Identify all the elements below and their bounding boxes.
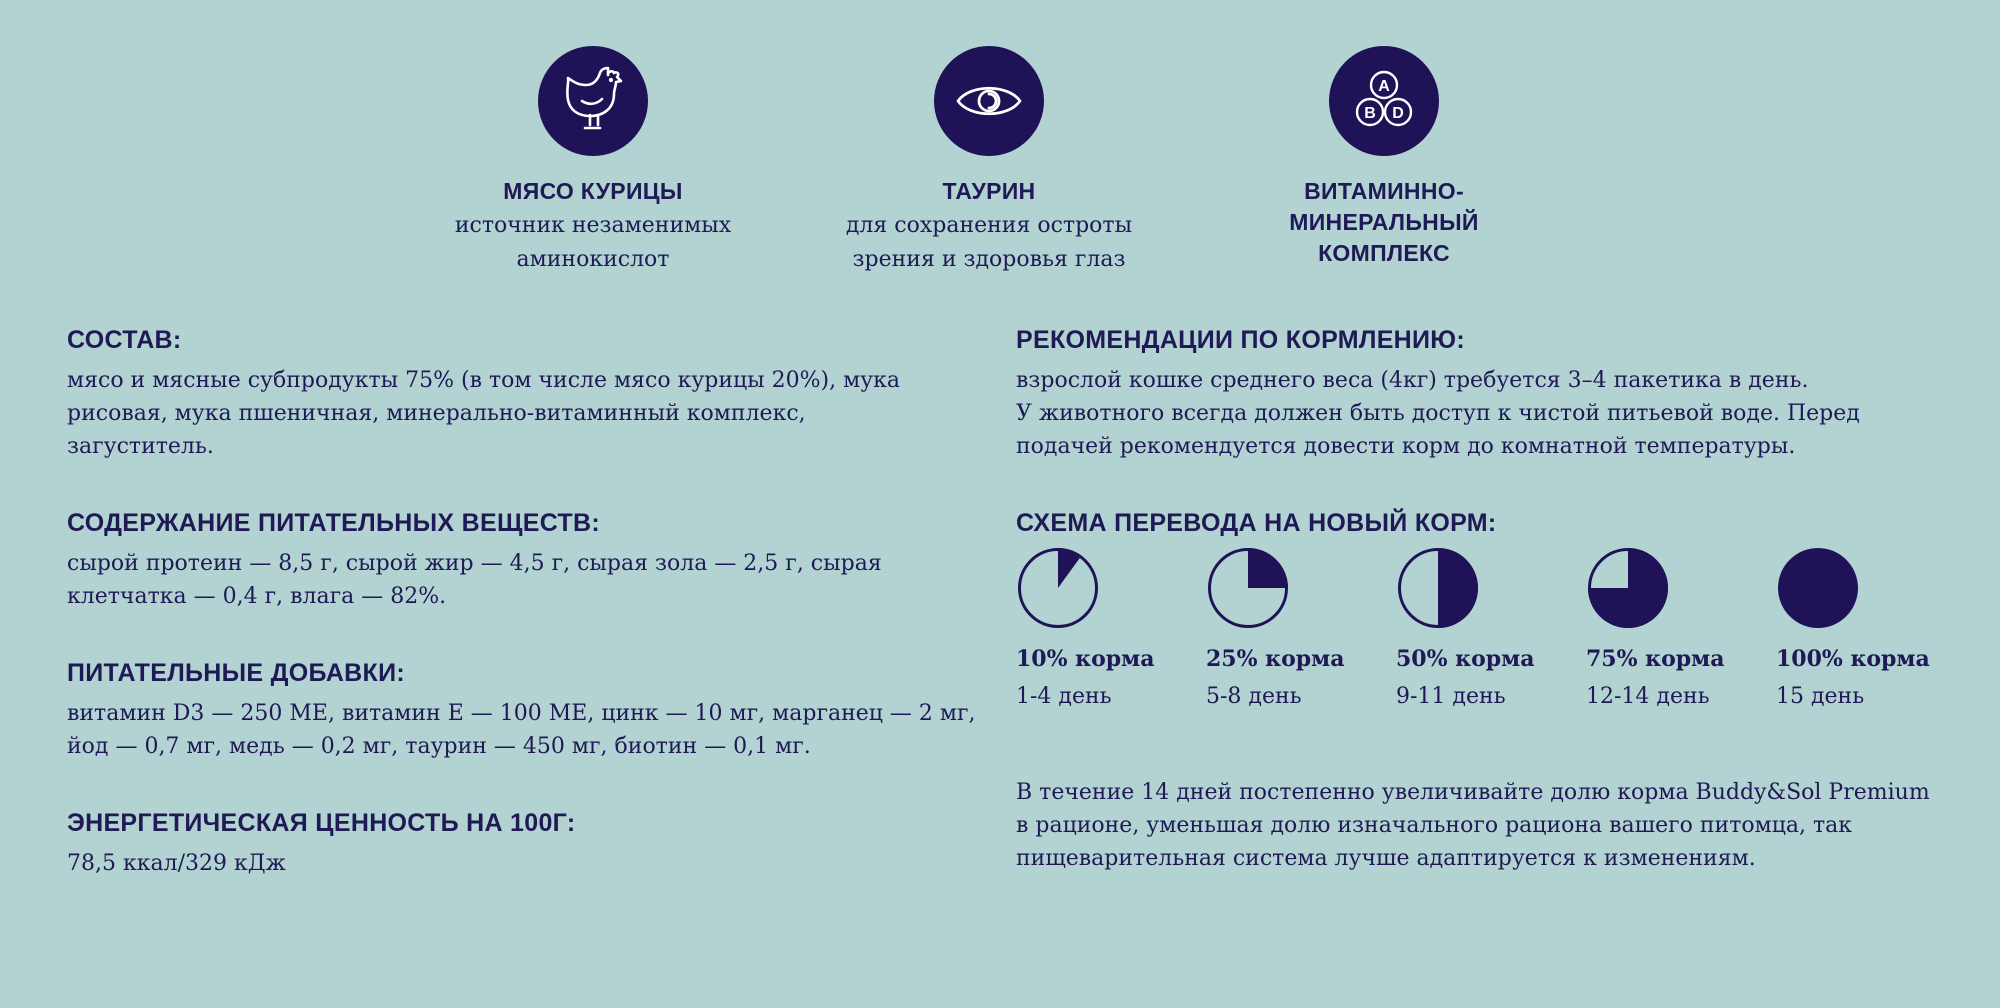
step-label: 100% корма	[1776, 646, 1930, 672]
feature-description: для сохранения остроты зрения и здоровья глаз	[845, 213, 1133, 272]
energy-section	[67, 807, 1007, 880]
section-title: ЭНЕРГЕТИЧЕСКАЯ ЦЕННОСТЬ НА 100Г:	[67, 809, 576, 837]
additives-section	[67, 657, 1027, 763]
pie-slice	[1438, 548, 1478, 628]
step-days: 15 день	[1776, 684, 1865, 709]
transition-step	[1586, 546, 1766, 712]
pie-chart-icon	[1586, 546, 1670, 630]
pie-slice	[1058, 548, 1082, 588]
vitamin-letter-a: A	[1378, 78, 1390, 95]
nutrients-section	[67, 507, 1007, 613]
vitamin-letter-d: D	[1392, 105, 1404, 122]
feature-description: источник незаменимых аминокислот	[454, 213, 732, 272]
section-title: СХЕМА ПЕРЕВОДА НА НОВЫЙ КОРМ:	[1016, 509, 1497, 537]
section-text: 78,5 ккал/329 кДж	[67, 851, 286, 876]
pie-slice	[1248, 548, 1288, 588]
feature-title: ВИТАМИННО- МИНЕРАЛЬНЫЙ КОМПЛЕКС	[1289, 178, 1479, 266]
section-title: СОСТАВ:	[67, 326, 182, 354]
section-title: РЕКОМЕНДАЦИИ ПО КОРМЛЕНИЮ:	[1016, 326, 1465, 354]
transition-step	[1016, 546, 1196, 712]
transition-step	[1776, 546, 1956, 712]
pie-chart-icon	[1396, 546, 1480, 630]
feature-chicken	[413, 46, 773, 277]
vitamin-letter-b: B	[1364, 105, 1376, 122]
step-label: 10% корма	[1016, 646, 1155, 672]
section-text: сырой протеин — 8,5 г, сырой жир — 4,5 г, сырая зола — 2,5 г, сырая клетчатка — 0,4 г, влага — 82%.	[67, 551, 882, 609]
feature-title: ТАУРИН	[942, 178, 1036, 204]
transition-step	[1396, 546, 1576, 712]
section-title: СОДЕРЖАНИЕ ПИТАТЕЛЬНЫХ ВЕЩЕСТВ:	[67, 509, 600, 537]
step-days: 9-11 день	[1396, 684, 1506, 709]
section-text: взрослой кошке среднего веса (4кг) требуется 3–4 пакетика в день. У животного всегда должен быть доступ к чистой питьевой воде. Перед подачей рекомендуется довести корм до комнатной температуры.	[1016, 368, 1860, 459]
section-text: витамин D3 — 250 МЕ, витамин Е — 100 МЕ, цинк — 10 мг, марганец — 2 мг, йод — 0,7 мг, медь — 0,2 мг, таурин — 450 мг, биотин — 0,1 мг.	[67, 701, 976, 759]
feature-vitamins	[1204, 46, 1564, 269]
step-label: 75% корма	[1586, 646, 1725, 672]
pie-slice	[1778, 548, 1858, 628]
feature-taurine	[809, 46, 1169, 277]
pie-chart-icon	[1206, 546, 1290, 630]
step-days: 1-4 день	[1016, 684, 1112, 709]
step-days: 5-8 день	[1206, 684, 1302, 709]
transition-section	[1016, 507, 1976, 539]
composition-section	[67, 324, 1007, 463]
transition-step	[1206, 546, 1386, 712]
chicken-icon	[538, 46, 648, 156]
feature-title: МЯСО КУРИЦЫ	[503, 178, 683, 204]
section-text: мясо и мясные субпродукты 75% (в том числе мясо курицы 20%), мука рисовая, мука пшеничная, минерально-витаминный комплекс, загуститель.	[67, 368, 901, 459]
eye-icon	[934, 46, 1044, 156]
transition-note	[1016, 776, 1986, 875]
step-label: 25% корма	[1206, 646, 1345, 672]
note-text: В течение 14 дней постепенно увеличивайте долю корма Buddy&Sol Premium в рационе, уменьшая долю изначального рациона вашего питомца, так пищеварительная система лучше адаптируется к изменениям.	[1016, 780, 1930, 871]
step-days: 12-14 день	[1586, 684, 1710, 709]
pie-chart-icon	[1776, 546, 1860, 630]
feeding-section	[1016, 324, 1976, 463]
section-title: ПИТАТЕЛЬНЫЕ ДОБАВКИ:	[67, 659, 405, 687]
pie-chart-icon	[1016, 546, 1100, 630]
vitamins-abd-icon	[1329, 46, 1439, 156]
step-label: 50% корма	[1396, 646, 1535, 672]
